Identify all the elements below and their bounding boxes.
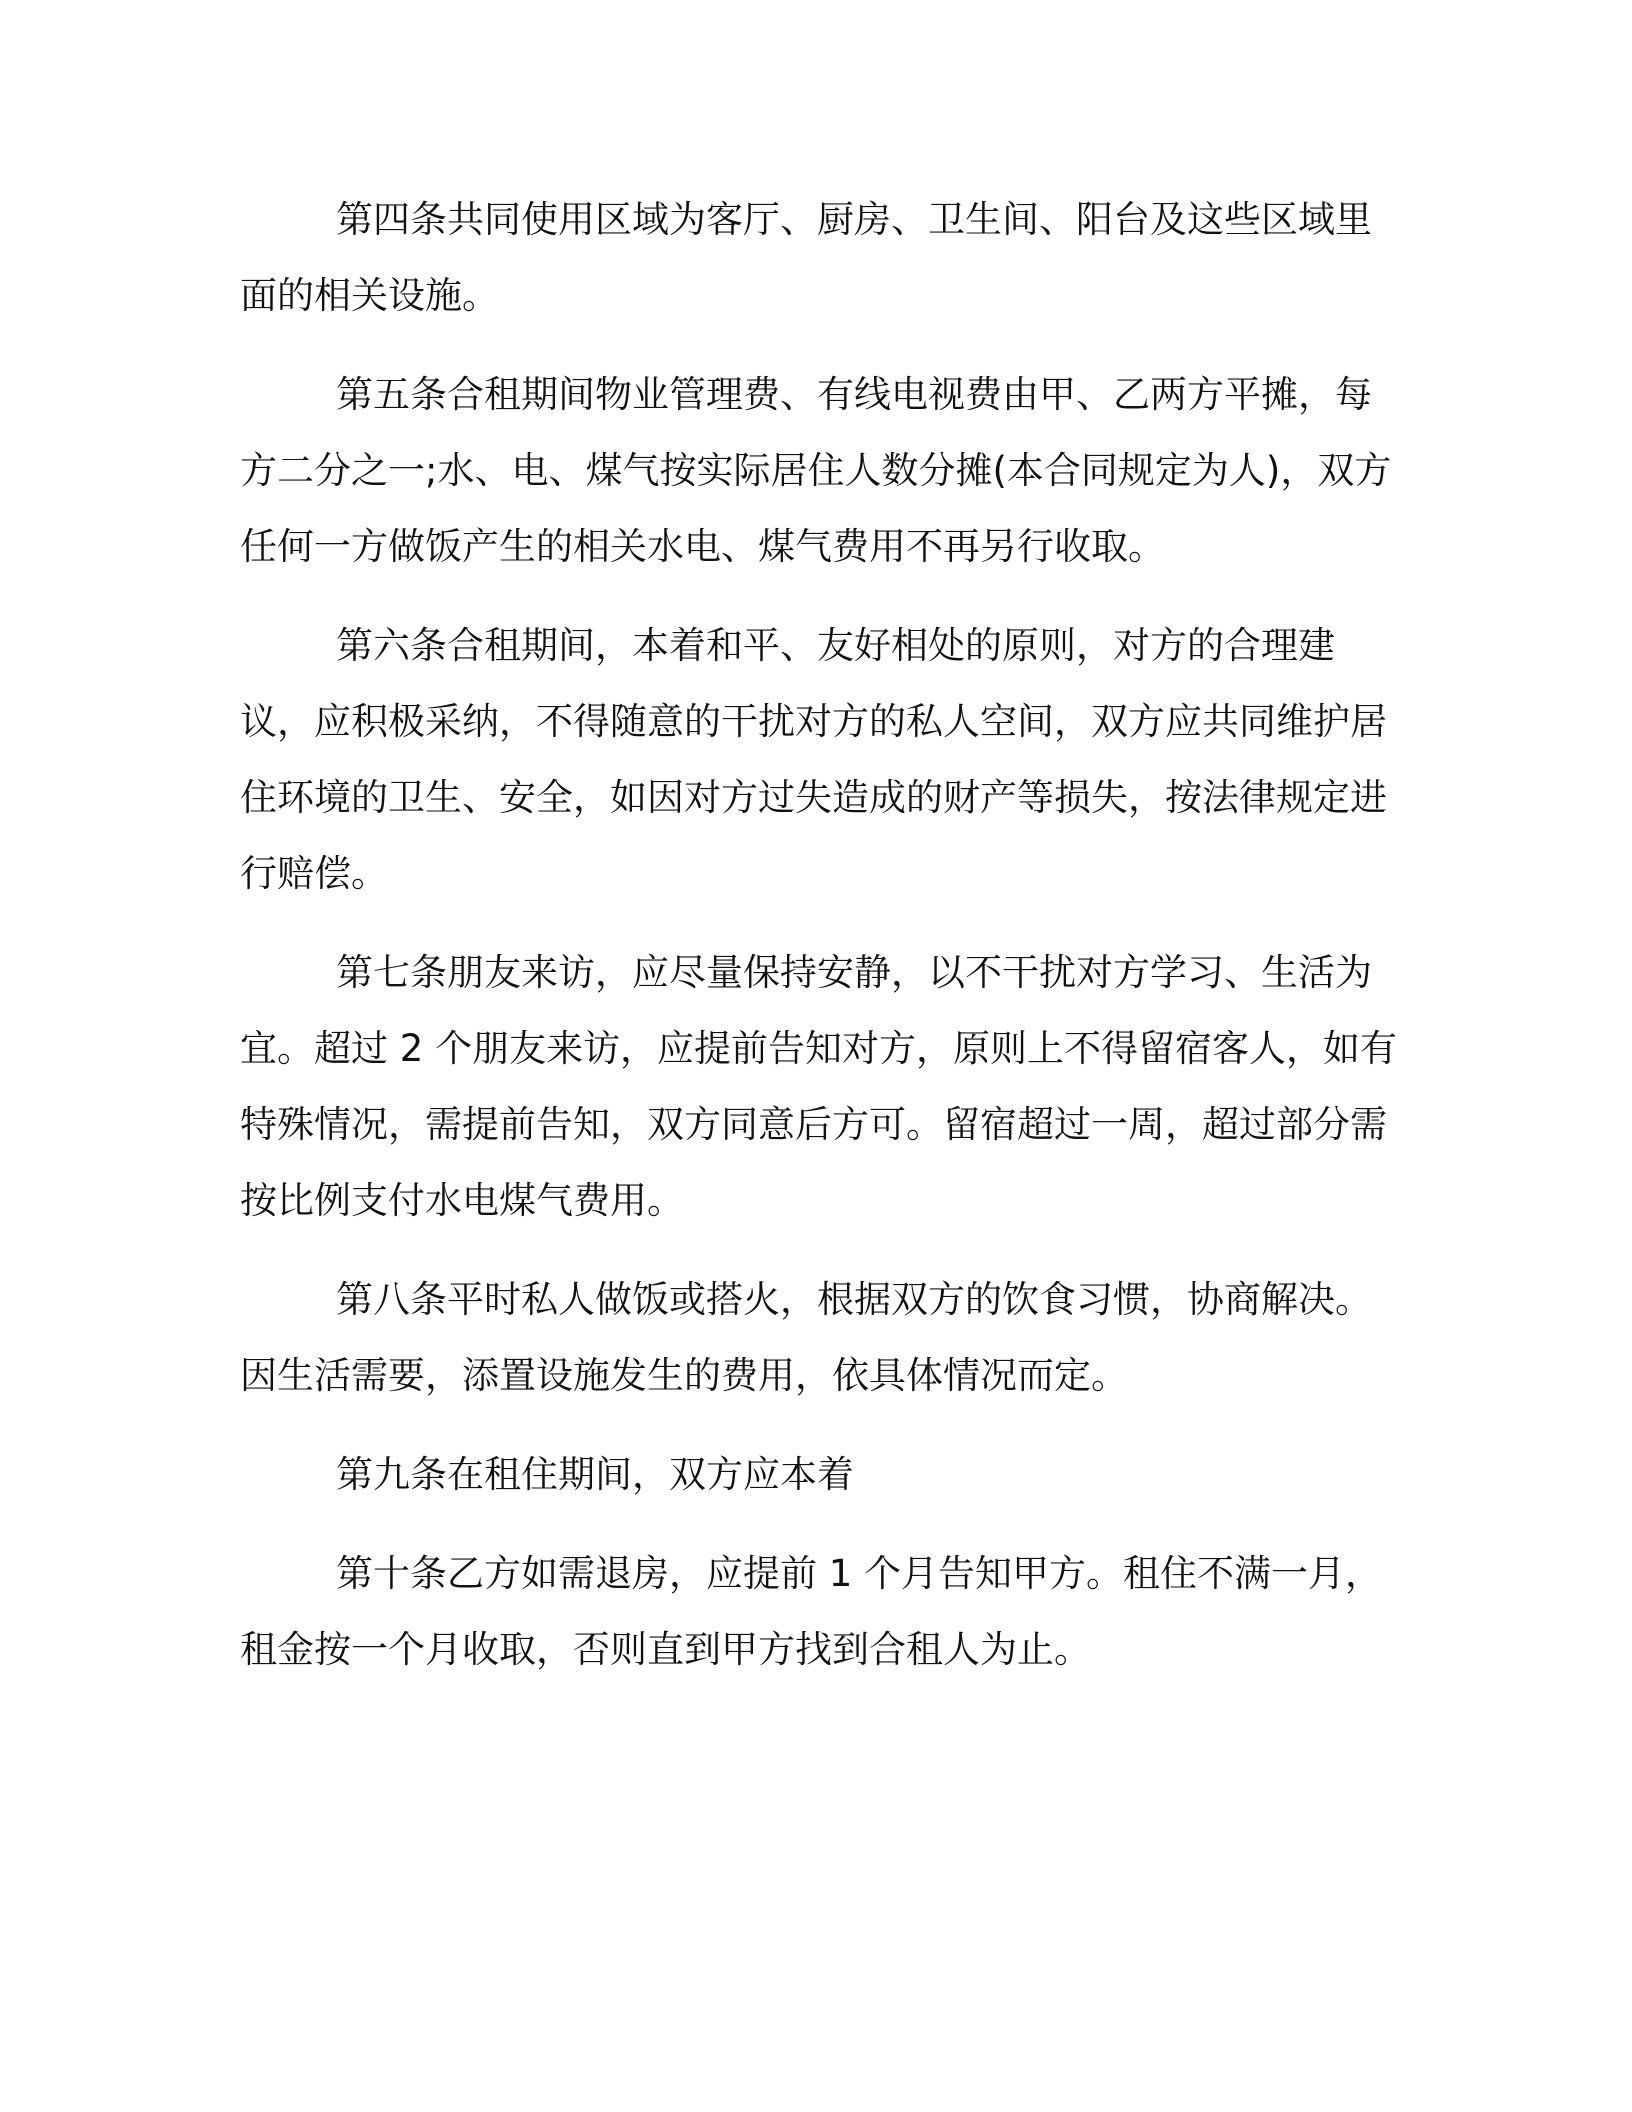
article-4-paragraph: 第四条共同使用区域为客厅、厨房、卫生间、阳台及这些区域里面的相关设施。 — [240, 198, 1372, 317]
article-7-paragraph: 第七条朋友来访，应尽量保持安静，以不干扰对方学习、生活为宜。超过 2 个朋友来访，应提前告知对方，原则上不得留宿客人，如有特殊情况，需提前告知，双方同意后方可。留宿超过一周，超过部分需按比例支付水电煤气费用。 — [240, 951, 1398, 1222]
document-body — [240, 182, 1400, 1711]
article-10-paragraph: 第十条乙方如需退房，应提前 1 个月告知甲方。租住不满一月，租金按一个月收取，否则直到甲方找到合租人为止。 — [240, 1552, 1383, 1671]
article-5-paragraph: 第五条合租期间物业管理费、有线电视费由甲、乙两方平摊，每方二分之一;水、电、煤气按实际居住人数分摊(本合同规定为人)，双方任何一方做饭产生的相关水电、煤气费用不再另行收取。 — [240, 373, 1392, 568]
article-8-paragraph: 第八条平时私人做饭或搭火，根据双方的饮食习惯，协商解决。因生活需要，添置设施发生的费用，依具体情况而定。 — [240, 1278, 1372, 1397]
article-9-paragraph: 第九条在租住期间，双方应本着 — [336, 1453, 854, 1496]
article-6-paragraph: 第六条合租期间，本着和平、友好相处的原则，对方的合理建议，应积极采纳，不得随意的干扰对方的私人空间，双方应共同维护居住环境的卫生、安全，如因对方过失造成的财产等损失，按法律规定进行赔偿。 — [240, 624, 1387, 895]
